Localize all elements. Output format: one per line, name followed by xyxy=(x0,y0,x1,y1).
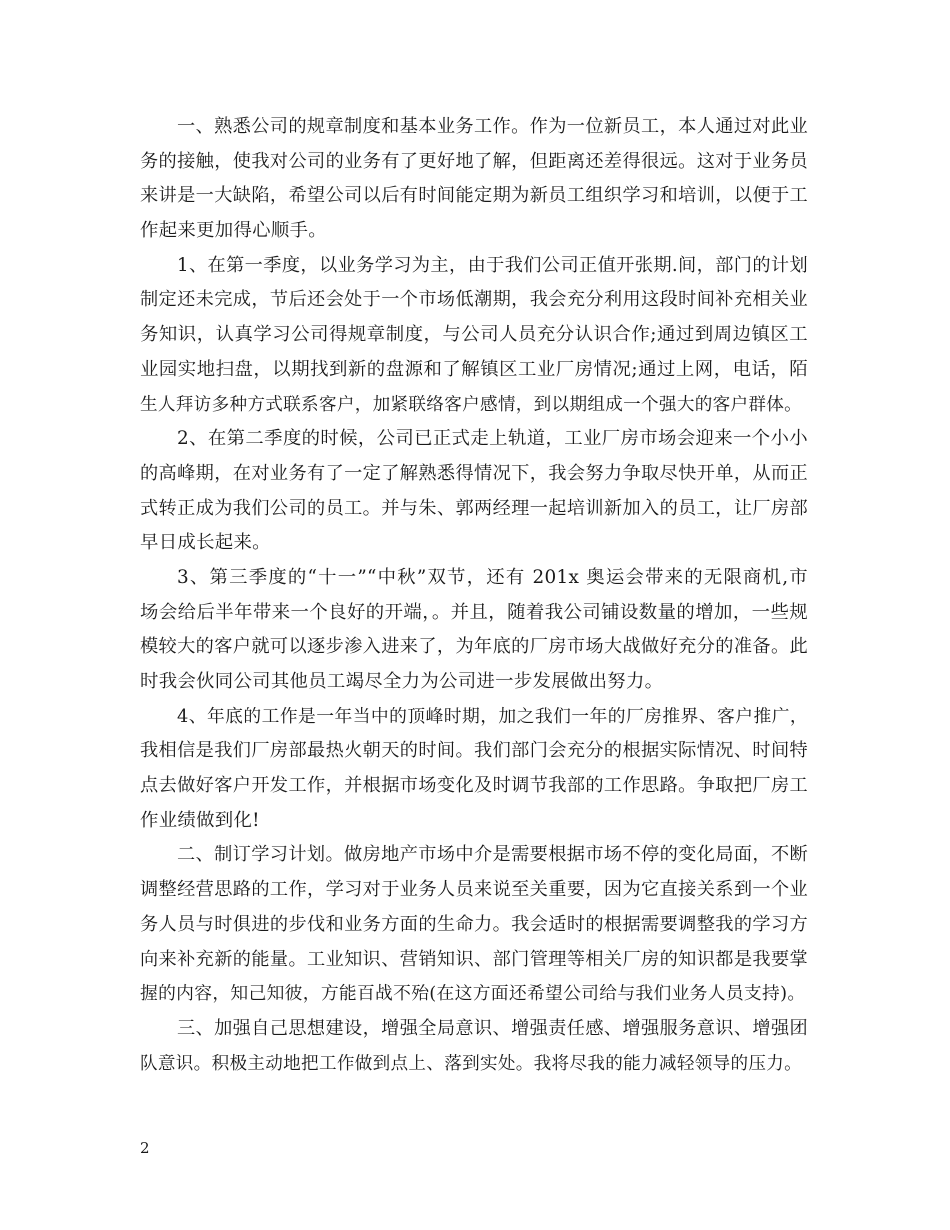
text-line: 点去做好客户开发工作，并根据市场变化及时调节我部的工作思路。争取把厂房工 xyxy=(140,775,808,797)
text-line: 作业绩做到化! xyxy=(140,809,260,831)
text-line: 务的接触，使我对公司的业务有了更好地了解，但距离还差得很远。这对于业务员 xyxy=(140,150,808,172)
paragraph-first-quarter xyxy=(140,249,808,422)
text-line: 制定还未完成，节后还会处于一个市场低潮期，我会充分利用这段时间补充相关业 xyxy=(140,289,808,311)
paragraph-ideological-building xyxy=(140,1012,808,1081)
text-line: 握的内容，知己知彼，方能百战不殆(在这方面还希望公司给与我们业务人员支持)。 xyxy=(140,983,806,1005)
text-line: 队意识。积极主动地把工作做到点上、落到实处。我将尽我的能力减轻领导的压力。 xyxy=(140,1053,803,1074)
text-line: 生人拜访多种方式联系客户，加紧联络客户感情，到以期组成一个强大的客户群体。 xyxy=(140,394,803,415)
paragraph-learning-plan xyxy=(140,838,808,1011)
document-body xyxy=(140,110,808,1081)
paragraph-year-end xyxy=(140,700,808,839)
text-line: 一、熟悉公司的规章制度和基本业务工作。作为一位新员工，本人通过对此业 xyxy=(177,116,808,137)
text-line: 1、在第一季度，以业务学习为主，由于我们公司正值开张期.间，部门的计划 xyxy=(177,254,808,276)
text-line: 3、第三季度的“十一”“中秋”双节，还有 201x 奥运会带来的无限商机,市 xyxy=(177,566,808,588)
text-line: 模较大的客户就可以逐步渗入进来了，为年底的厂房市场大战做好充分的准备。此 xyxy=(140,636,808,658)
paragraph-familiarize-rules xyxy=(140,110,808,249)
page-number: 2 xyxy=(140,1139,150,1157)
text-line: 我相信是我们厂房部最热火朝天的时间。我们部门会充分的根据实际情况、时间特 xyxy=(140,740,808,762)
text-line: 调整经营思路的工作，学习对于业务人员来说至关重要，因为它直接关系到一个业 xyxy=(140,879,808,901)
text-line: 时我会伙同公司其他员工竭尽全力为公司进一步发展做出努力。 xyxy=(140,671,664,692)
text-line: 向来补充新的能量。工业知识、营销知识、部门管理等相关厂房的知识都是我要掌 xyxy=(140,948,808,970)
paragraph-third-quarter xyxy=(140,561,808,700)
paragraph-second-quarter xyxy=(140,422,808,561)
text-line: 2、在第二季度的时候，公司已正式走上轨道，工业厂房市场会迎来一个小小 xyxy=(177,428,808,450)
text-line: 来讲是一大缺陷，希望公司以后有时间能定期为新员工组织学习和培训，以便于工 xyxy=(140,185,808,207)
text-line: 的高峰期，在对业务有了一定了解熟悉得情况下，我会努力争取尽快开单，从而正 xyxy=(140,462,808,484)
text-line: 业园实地扫盘，以期找到新的盘源和了解镇区工业厂房情况;通过上网，电话，陌 xyxy=(140,358,808,380)
text-line: 式转正成为我们公司的员工。并与朱、郭两经理一起培训新加入的员工，让厂房部 xyxy=(140,497,808,519)
text-line: 早日成长起来。 xyxy=(140,532,271,554)
text-line: 二、制订学习计划。做房地产市场中介是需要根据市场不停的变化局面，不断 xyxy=(177,844,808,866)
text-line: 4、年底的工作是一年当中的顶峰时期，加之我们一年的厂房推界、客户推广， xyxy=(177,705,808,727)
text-line: 三、加强自己思想建设，增强全局意识、增强责任感、增强服务意识、增强团 xyxy=(177,1017,808,1039)
text-line: 作起来更加得心顺手。 xyxy=(140,220,327,242)
text-line: 务人员与时俱进的步伐和业务方面的生命力。我会适时的根据需要调整我的学习方 xyxy=(140,913,808,935)
text-line: 场会给后半年带来一个良好的开端，。并且，随着我公司铺设数量的增加，一些规 xyxy=(140,601,808,623)
text-line: 务知识，认真学习公司得规章制度，与公司人员充分认识合作;通过到周边镇区工 xyxy=(140,324,808,346)
